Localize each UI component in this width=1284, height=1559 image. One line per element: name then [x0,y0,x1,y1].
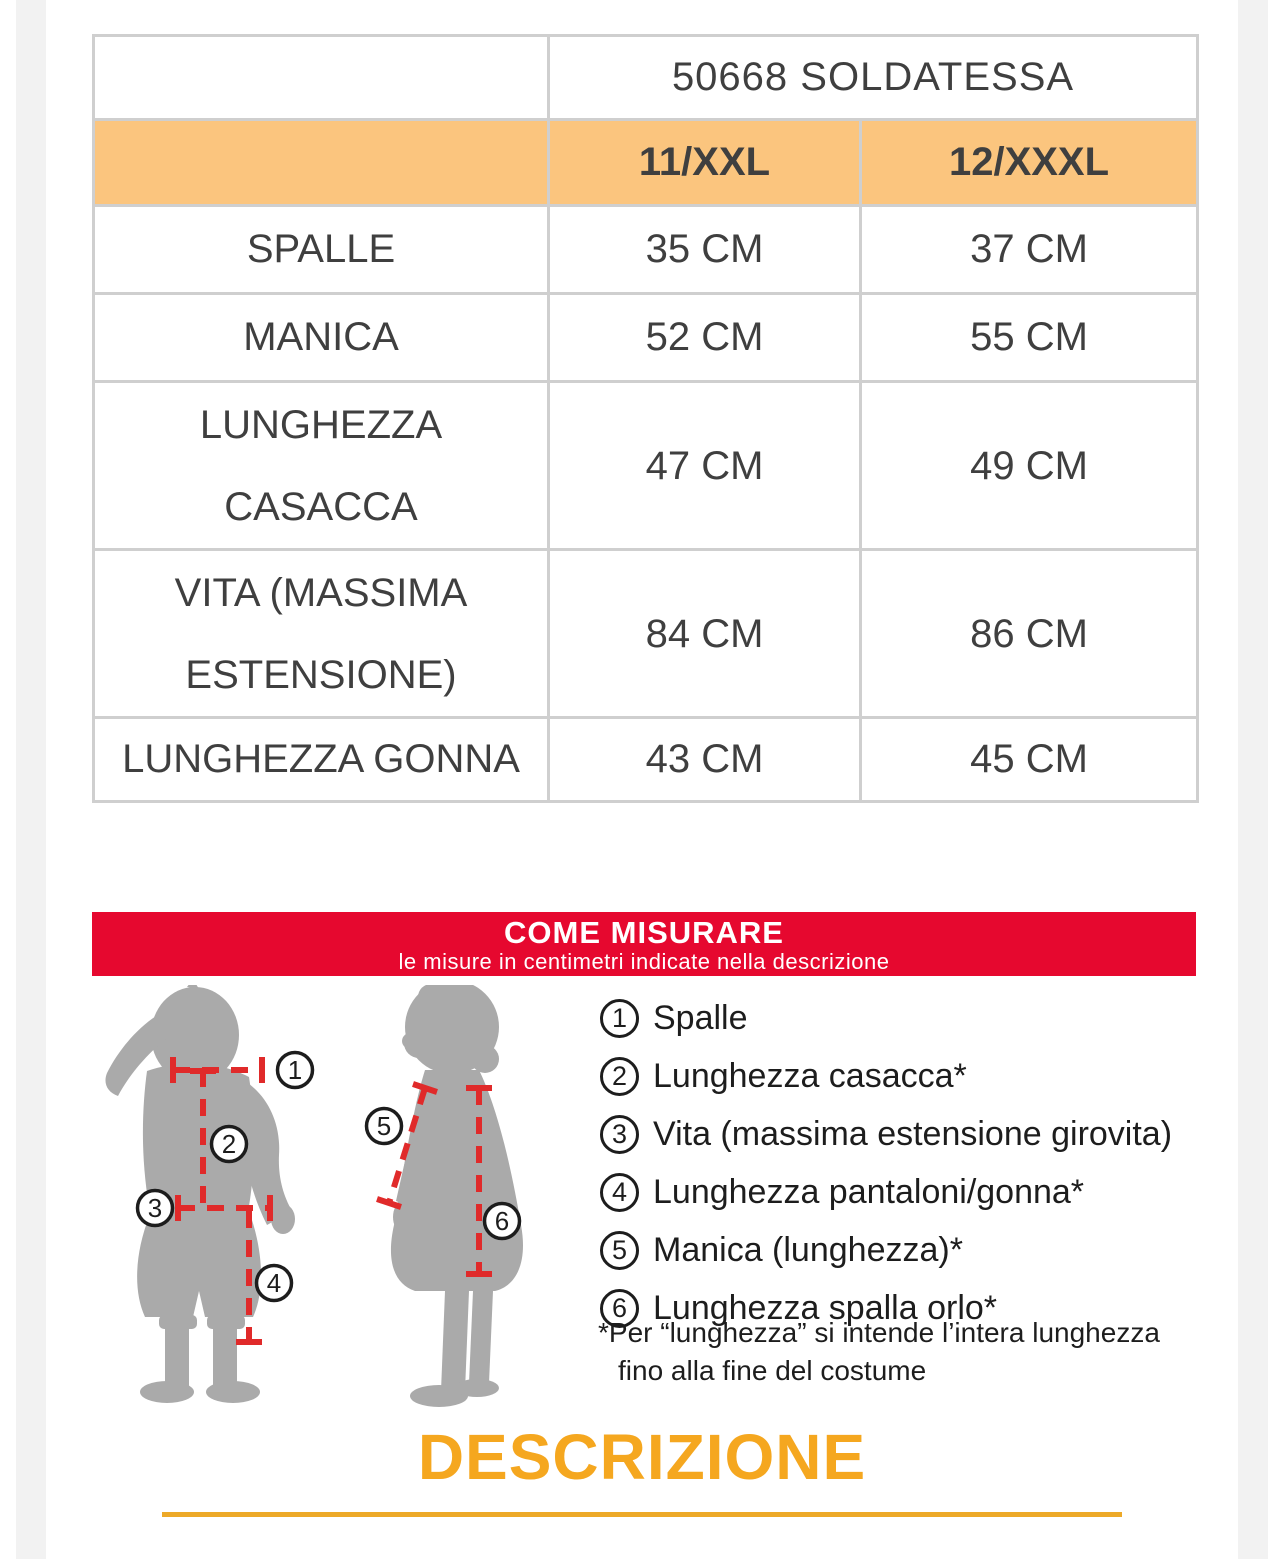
circled-number-icon: 4 [600,1173,639,1212]
row-value: 52 CM [549,294,861,382]
size-table-corner-cell [94,36,549,120]
footnote-line-2: fino alla fine del costume [618,1355,927,1386]
measure-item-label: Lunghezza spalla orlo* [653,1289,998,1327]
size-column-header-1: 11/XXL [549,120,861,206]
measure-item-label: Vita (massima estensione girovita) [653,1115,1173,1153]
row-value: 55 CM [861,294,1198,382]
circled-number-icon: 3 [600,1115,639,1154]
table-row [94,294,1198,382]
figure-badge-6: 6 [494,1206,510,1236]
row-label: LUNGHEZZA GONNA [94,718,549,802]
list-item [600,1056,1200,1097]
measure-item-label: Manica (lunghezza)* [653,1231,963,1269]
circled-number-icon: 2 [600,1057,639,1096]
circled-number-icon: 5 [600,1231,639,1270]
table-row [94,206,1198,294]
circled-number-icon: 1 [600,999,639,1038]
list-item [600,998,1200,1039]
page-right-gutter [1238,0,1268,1559]
product-title: 50668 SOLDATESSA [549,36,1198,120]
footnote-line-1: *Per “lunghezza” si intende l’intera lunghezza [598,1317,1160,1348]
list-item [600,1114,1200,1155]
row-label: SPALLE [94,206,549,294]
list-item [600,1230,1200,1271]
row-value: 37 CM [861,206,1198,294]
page-left-gutter [16,0,46,1559]
banner-title: COME MISURARE [504,915,784,950]
figure-badge-4: 4 [266,1268,282,1298]
measure-footnote [598,1314,1198,1390]
description-divider [162,1512,1122,1517]
row-value: 47 CM [549,382,861,550]
row-label: MANICA [94,294,549,382]
figure-badge-2: 2 [221,1129,237,1159]
row-value: 43 CM [549,718,861,802]
list-item [600,1172,1200,1213]
measure-legend-list [600,998,1200,1346]
size-table [92,34,1199,803]
table-row [94,550,1198,718]
row-label: LUNGHEZZA CASACCA [94,382,549,550]
row-value: 45 CM [861,718,1198,802]
size-table-section [92,34,1196,803]
size-table-title-row [94,36,1198,120]
row-value: 86 CM [861,550,1198,718]
row-value: 35 CM [549,206,861,294]
figure-badge-3: 3 [147,1193,163,1223]
table-row [94,382,1198,550]
figure-badge-1: 1 [287,1055,303,1085]
row-label: VITA (MASSIMA ESTENSIONE) [94,550,549,718]
size-table-header-row [94,120,1198,206]
row-value: 84 CM [549,550,861,718]
measure-item-label: Lunghezza casacca* [653,1057,967,1095]
description-heading: DESCRIZIONE [417,1421,867,1493]
figure-badge-5: 5 [376,1111,392,1141]
size-header-empty-cell [94,120,549,206]
banner-subtitle: le misure in centimetri indicate nella descrizione [398,949,890,974]
measure-item-label: Lunghezza pantaloni/gonna* [653,1173,1085,1211]
size-column-header-2: 12/XXXL [861,120,1198,206]
measurement-figures [95,985,615,1410]
table-row [94,718,1198,802]
girl-silhouette [391,985,523,1407]
how-to-measure-banner [92,912,1196,976]
circled-number-icon: 6 [600,1289,639,1328]
measure-item-label: Spalle [653,999,748,1037]
row-value: 49 CM [861,382,1198,550]
